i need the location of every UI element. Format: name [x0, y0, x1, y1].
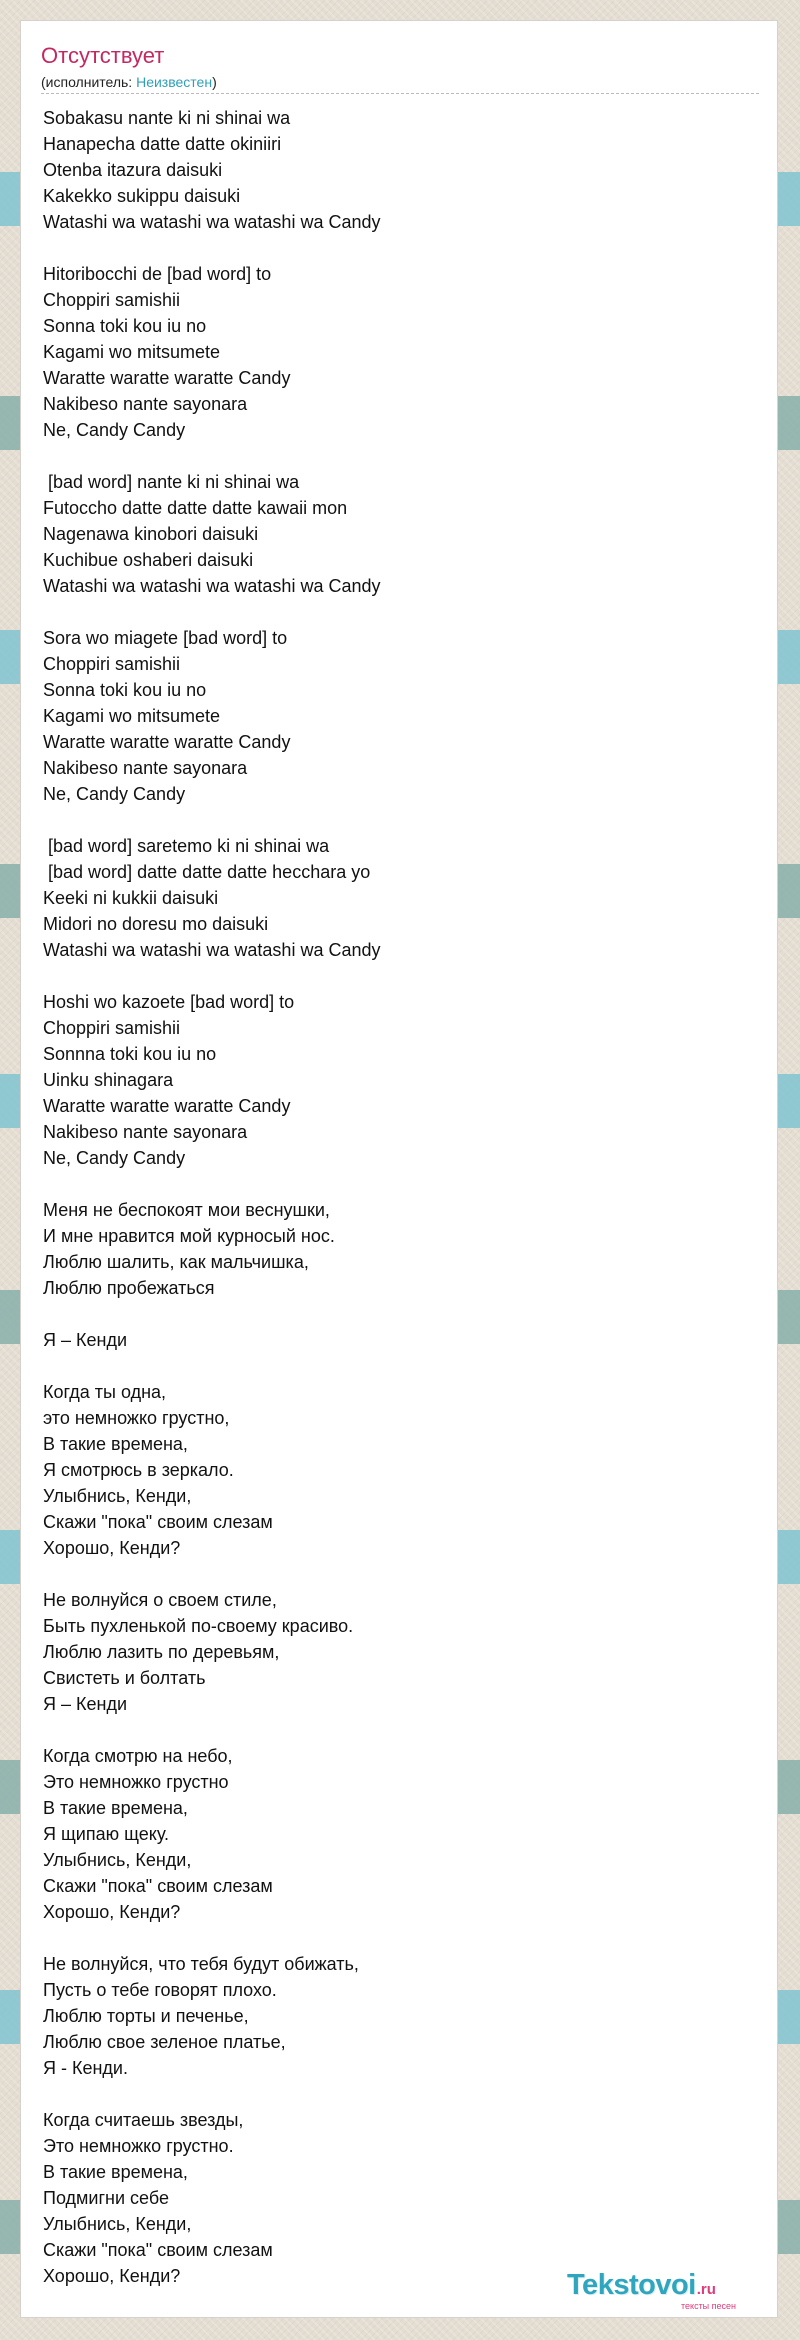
brand-logo[interactable]	[567, 2269, 767, 2309]
title-divider	[41, 93, 759, 94]
lyrics-text: Sobakasu nante ki ni shinai wa Hanapecha datte datte okiniiri Otenba itazura daisuki Kakekko sukippu daisuki Watashi wa watashi wa watashi wa Candy Hitoribocchi de [bad word] to Choppiri samishii Sonna toki kou iu no Kagami wo mitsumete Waratte waratte waratte Candy Nakibeso nante sayonara Ne, Candy Candy [bad word] nante ki ni shinai wa Futoccho datte datte datte kawaii mon Nagenawa kinobori daisuki Kuchibue oshaberi daisuki Watashi wa watashi wa watashi wa Candy Sora wo miagete [bad word] to Choppiri samishii Sonna toki kou iu no Kagami wo mitsumete Waratte waratte waratte Candy Nakibeso nante sayonara Ne, Candy Candy [bad word] saretemo ki ni shinai wa [bad word] datte datte datte hecchara yo Keeki ni kukkii daisuki Midori no doresu mo daisuki Watashi wa watashi wa watashi wa Candy Hoshi wo kazoete [bad word] to Choppiri samishii Sonnna toki kou iu no Uinku shinagara Waratte waratte waratte Candy Nakibeso nante sayonara Ne, Candy Candy Меня не беспокоят мои веснушки, И мне нравится мой курносый нос. Люблю шалить, как мальчишка, Люблю пробежаться Я – Кенди Когда ты одна, это немножко грустно, В такие времена, Я смотрюсь в зеркало. Улыбнись, Кенди, Скажи "пока" своим слезам Хорошо, Кенди? Не волнуйся о своем стиле, Быть пухленькой по-своему красиво. Люблю лазить по деревьям, Свистеть и болтать Я – Кенди Когда смотрю на небо, Это немножко грустно В такие времена, Я щипаю щеку. Улыбнись, Кенди, Скажи "пока" своим слезам Хорошо, Кенди? Не волнуйся, что тебя будут обижать, Пусть о тебе говорят плохо. Люблю торты и печенье, Люблю свое зеленое платье, Я - Кенди. Когда считаешь звезды, Это немножко грустно. В такие времена, Подмигни себе Улыбнись, Кенди, Скажи "пока" своим слезам Хорошо, Кенди?	[43, 108, 381, 2286]
performer-line	[41, 73, 217, 91]
song-title: Отсутствует	[41, 43, 165, 68]
performer-link[interactable]: Неизвестен	[136, 74, 213, 90]
brand-tagline: тексты песен	[681, 2301, 737, 2311]
brand-name: Tekstovoi	[567, 2269, 696, 2301]
brand-domain: .ru	[696, 2281, 716, 2298]
performer-suffix: )	[212, 74, 217, 90]
performer-prefix: (исполнитель:	[41, 74, 137, 90]
lyrics-card	[20, 20, 778, 2318]
